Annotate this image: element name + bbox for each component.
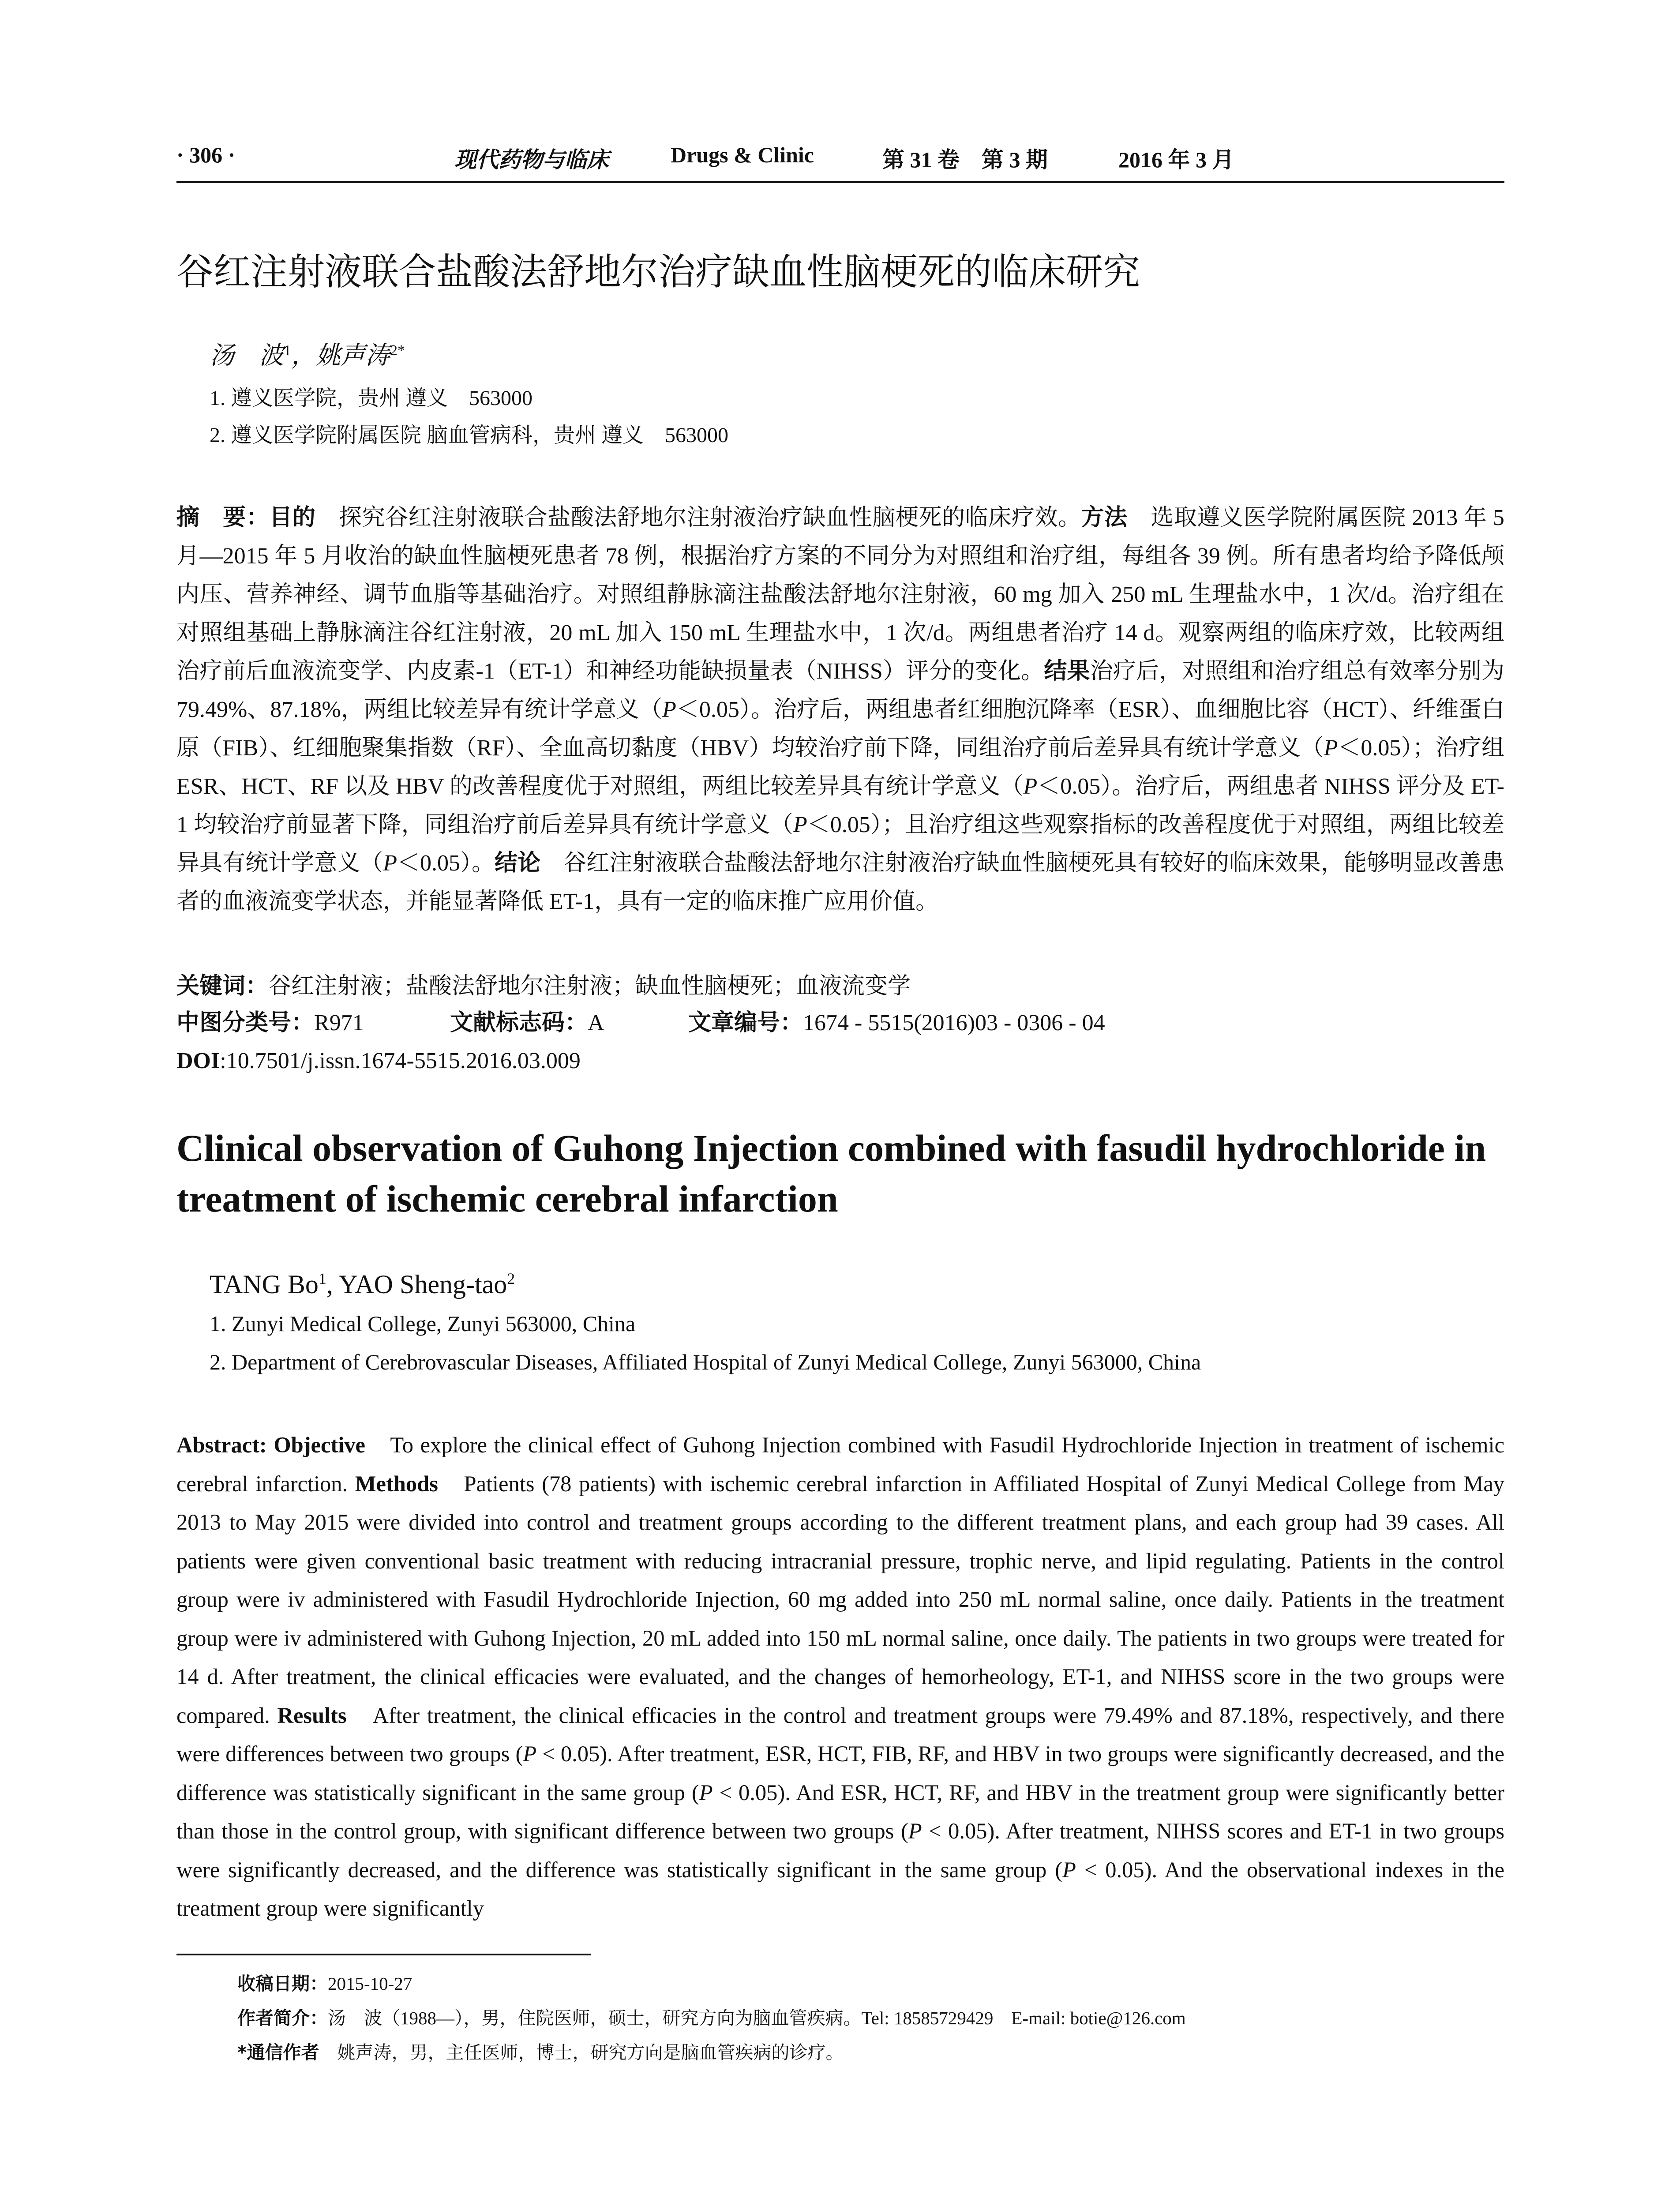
classification-line <box>176 1005 1105 1041</box>
corresponding-text: 姚声涛，男，主任医师，博士，研究方向是脑血管疾病的诊疗。 <box>319 2042 844 2063</box>
p-value-symbol: P <box>793 812 807 837</box>
p-value-symbol: P <box>1062 1857 1076 1882</box>
author-name: TANG Bo <box>210 1270 319 1299</box>
section-label-results: Results <box>277 1703 347 1728</box>
abstract-results: < 0.05). And ESR, HCT, RF, and HBV in the treatment group were significantly better than those in the control group, with significant difference between two groups ( <box>176 1780 1504 1843</box>
abstract-en <box>176 1426 1504 1928</box>
affiliation-marker: 2 <box>507 1270 515 1287</box>
footnote-author-bio <box>237 2005 1186 2031</box>
doi-label: DOI <box>176 1048 220 1073</box>
authors-en <box>210 1261 515 1302</box>
volume-issue: 第 31 卷 第 3 期 <box>882 147 1048 172</box>
abstract-cn <box>176 499 1504 921</box>
article-number-item <box>688 1005 1105 1041</box>
abstract-objective: 探究谷红注射液联合盐酸法舒地尔注射液治疗缺血性脑梗死的临床疗效。 <box>315 505 1081 530</box>
abstract-methods: 选取遵义医学院附属医院 2013 年 5 月—2015 年 5 月收治的缺血性脑梗死患者 78 例，根据治疗方案的不同分为对照组和治疗组，每组各 39 例。所有患者均给予降低颅内压、营养神经、调节血脂等基础治疗。对照组静脉滴注盐酸法舒地尔注射液，60 mg 加入 250 mL 生理盐水中，1 次/d。治疗组在对照组基础上静脉滴注谷红注射液，20 mL 加入 150 mL 生理盐水中，1 次/d。两组患者治疗 14 d。观察两组的临床疗效，比较两组治疗前后血液流变学、内皮素-1（ET-1）和神经功能缺损量表（NIHSS）评分的变化。 <box>176 505 1504 684</box>
abstract-results: ＜0.05）。治疗后，两组患者 NIHSS 评分及 ET-1 均较治疗前显著下降，同组治疗前后差异具有统计学意义（ <box>176 774 1504 837</box>
abstract-results: After treatment, the clinical efficacies in the control and treatment groups were 79.49% and 87.18%, respectively, and there were differences between two groups ( <box>176 1703 1505 1766</box>
section-label-conclusion: 结论 <box>495 850 541 876</box>
abstract-results: 治疗后，对照组和治疗组总有效率分别为 79.49%、87.18%，两组比较差异有统计学意义（ <box>176 659 1504 722</box>
article-number-value: 1674 - 5515(2016)03 - 0306 - 04 <box>803 1010 1105 1035</box>
author-separator: , <box>326 1270 339 1299</box>
section-label-results: 结果 <box>1044 658 1090 684</box>
clc-label: 中图分类号： <box>176 1009 315 1036</box>
abstract-results: ＜0.05）；且治疗组这些观察指标的改善程度优于对照组，两组比较差异具有统计学意义（ <box>176 812 1504 876</box>
section-label-objective: Objective <box>274 1433 365 1457</box>
received-date: 2015-10-27 <box>328 1973 412 1994</box>
author-name: YAO Sheng-tao <box>338 1270 507 1299</box>
abstract-results: < 0.05). After treatment, NIHSS scores and ET-1 in two groups were significantly decreased, and the difference was statistically significant in the same group ( <box>176 1819 1504 1882</box>
journal-name-en: Drugs & Clinic <box>671 143 814 167</box>
author-separator: ， <box>291 342 316 370</box>
doi-line <box>176 1043 581 1079</box>
affiliation-marker: 2* <box>390 342 405 359</box>
author-bio-label: 作者简介： <box>237 2007 328 2029</box>
abstract-methods: Patients (78 patients) with ischemic cerebral infarction in Affiliated Hospital of Zunyi Medical College from May 2013 to May 2015 were divided into control and treatment groups according to the different treatment plans, and each group had 39 cases. All patients were given conventional basic treatment with reducing intracranial pressure, trophic nerve, and lipid regulating. Patients in the control group were iv administered with Fasudil Hydrochloride Injection, 60 mg added into 250 mL normal saline, once daily. Patients in the treatment group were iv administered with Guhong Injection, 20 mL added into 150 mL normal saline, once daily. The patients in two groups were treated for 14 d. After treatment, the clinical efficacies were evaluated, and the changes of hemorheology, ET-1, and NIHSS score in the two groups were compared. <box>176 1471 1504 1728</box>
author-bio-text: 汤 波（1988—），男，住院医师，硕士，研究方向为脑血管疾病。Tel: 18585729429 E-mail: botie@126.com <box>328 2008 1186 2028</box>
footnote-received <box>237 1970 412 1997</box>
doc-code-label: 文献标志码： <box>450 1009 588 1036</box>
abstract-results: ＜0.05）。治疗后，两组患者红细胞沉降率（ESR）、血细胞比容（HCT）、纤维蛋白原（FIB）、红细胞聚集指数（RF）、全血高切黏度（HBV）均较治疗前下降，同组治疗前后差异具有统计学意义（ <box>176 697 1505 761</box>
title-en: Clinical observation of Guhong Injection combined with fasudil hydrochloride in treatment of ischemic cerebral infarction <box>176 1127 1486 1220</box>
abstract-label: 摘 要： <box>176 504 270 531</box>
clc-item <box>176 1005 450 1041</box>
clc-value: R971 <box>314 1010 364 1035</box>
title-cn: 谷红注射液联合盐酸法舒地尔治疗缺血性脑梗死的临床研究 <box>176 250 1140 293</box>
affiliation-cn: 2. 遵义医学院附属医院 脑血管病科，贵州 遵义 563000 <box>210 424 729 447</box>
section-label-methods: 方法 <box>1081 504 1128 531</box>
p-value-symbol: P <box>1324 735 1338 761</box>
doc-code-value: A <box>588 1010 604 1035</box>
page-number: · 306 · <box>176 143 236 167</box>
p-value-symbol: P <box>662 697 676 722</box>
received-label: 收稿日期： <box>237 1973 328 1994</box>
abstract-objective: To explore the clinical effect of Guhong Injection combined with Fasudil Hydrochloride Injection in treatment of ischemic cerebral infarction. <box>176 1433 1504 1496</box>
p-value-symbol: P <box>383 851 397 876</box>
section-label-methods: Methods <box>355 1471 438 1496</box>
running-header <box>176 140 1504 183</box>
section-label-objective: 目的 <box>269 504 316 531</box>
affiliation-en: 2. Department of Cerebrovascular Diseases, Affiliated Hospital of Zunyi Medical College, Zunyi 563000, China <box>210 1350 1201 1374</box>
footnote-corresponding <box>237 2039 844 2066</box>
abstract-conclusion: 谷红注射液联合盐酸法舒地尔注射液治疗缺血性脑梗死具有较好的临床效果，能够明显改善患者的血液流变学状态，并能显著降低 ET-1，具有一定的临床推广应用价值。 <box>176 851 1504 914</box>
abstract-label: Abstract: <box>176 1433 267 1457</box>
keywords-label: 关键词： <box>176 973 269 999</box>
p-value-symbol: P <box>908 1819 922 1843</box>
doc-code-item <box>450 1005 688 1041</box>
affiliation-marker: 1 <box>284 342 291 359</box>
footnote-divider <box>176 1954 591 1955</box>
author-name: 姚声涛 <box>316 342 390 370</box>
abstract-results: < 0.05). After treatment, ESR, HCT, FIB, RF, and HBV in two groups were significantly decreased, and the difference was statistically significant in the same group ( <box>176 1741 1504 1805</box>
author-name: 汤 波 <box>210 342 284 370</box>
affiliation-marker: 1 <box>318 1270 326 1287</box>
abstract-results: ＜0.05）；治疗组 ESR、HCT、RF 以及 HBV 的改善程度优于对照组，两组比较差异具有统计学意义（ <box>176 735 1504 799</box>
journal-name-cn: 现代药物与临床 <box>454 147 609 173</box>
keywords-cn <box>176 968 911 1004</box>
doi-value[interactable]: :10.7501/j.issn.1674-5515.2016.03.009 <box>220 1048 581 1073</box>
affiliation-en: 1. Zunyi Medical College, Zunyi 563000, China <box>210 1311 636 1336</box>
p-value-symbol: P <box>523 1741 537 1766</box>
issue-date: 2016 年 3 月 <box>1118 147 1234 172</box>
authors-cn <box>210 333 405 374</box>
abstract-results: ＜0.05）。 <box>397 851 495 876</box>
corresponding-label: *通信作者 <box>237 2042 319 2063</box>
keywords-text: 谷红注射液；盐酸法舒地尔注射液；缺血性脑梗死；血液流变学 <box>268 974 911 999</box>
article-number-label: 文章编号： <box>688 1009 803 1036</box>
affiliation-cn: 1. 遵义医学院，贵州 遵义 563000 <box>210 386 533 410</box>
abstract-results: < 0.05). And the observational indexes in the treatment group were significantly <box>176 1857 1504 1921</box>
p-value-symbol: P <box>699 1780 713 1805</box>
p-value-symbol: P <box>1023 774 1038 799</box>
